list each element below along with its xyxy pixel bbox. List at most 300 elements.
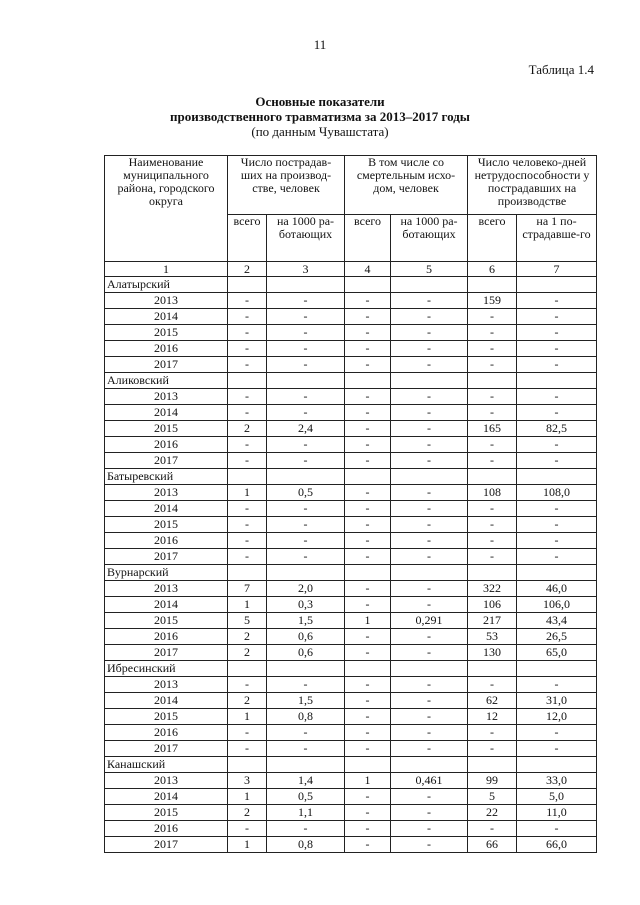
value-cell: - xyxy=(228,437,267,453)
empty-cell xyxy=(517,757,597,773)
value-cell: 99 xyxy=(468,773,517,789)
year-cell: 2016 xyxy=(105,533,228,549)
value-cell: 2,4 xyxy=(267,421,345,437)
year-cell: 2014 xyxy=(105,693,228,709)
value-cell: 0,5 xyxy=(267,485,345,501)
table-title xyxy=(0,94,640,139)
table-row xyxy=(105,597,597,613)
empty-cell xyxy=(267,757,345,773)
region-row xyxy=(105,565,597,581)
header-total: всего xyxy=(228,215,267,262)
value-cell: 1 xyxy=(345,773,391,789)
year-cell: 2014 xyxy=(105,597,228,613)
empty-cell xyxy=(267,661,345,677)
empty-cell xyxy=(267,277,345,293)
value-cell: - xyxy=(468,357,517,373)
value-cell: - xyxy=(345,325,391,341)
region-name: Вурнарский xyxy=(105,565,228,581)
table-row xyxy=(105,485,597,501)
empty-cell xyxy=(345,757,391,773)
value-cell: - xyxy=(468,677,517,693)
value-cell: - xyxy=(391,437,468,453)
region-name: Батыревский xyxy=(105,469,228,485)
value-cell: - xyxy=(468,389,517,405)
value-cell: - xyxy=(517,549,597,565)
value-cell: 43,4 xyxy=(517,613,597,629)
header-days: Число человеко-дней нетрудоспособности у пострадавших на производстве xyxy=(468,156,597,215)
value-cell: - xyxy=(391,805,468,821)
value-cell: - xyxy=(345,357,391,373)
empty-cell xyxy=(391,373,468,389)
empty-cell xyxy=(228,469,267,485)
value-cell: - xyxy=(228,501,267,517)
page-number: 11 xyxy=(313,37,327,52)
empty-cell xyxy=(391,757,468,773)
value-cell: - xyxy=(391,389,468,405)
column-number: 3 xyxy=(267,262,345,277)
value-cell: 62 xyxy=(468,693,517,709)
value-cell: - xyxy=(391,341,468,357)
table-row xyxy=(105,421,597,437)
table-row xyxy=(105,837,597,853)
table-row xyxy=(105,773,597,789)
table-row xyxy=(105,645,597,661)
value-cell: 1 xyxy=(228,709,267,725)
year-cell: 2013 xyxy=(105,773,228,789)
value-cell: - xyxy=(391,821,468,837)
value-cell: 1,5 xyxy=(267,693,345,709)
value-cell: 217 xyxy=(468,613,517,629)
value-cell: 106,0 xyxy=(517,597,597,613)
value-cell: - xyxy=(468,309,517,325)
value-cell: - xyxy=(345,725,391,741)
header-fatal: В том числе со смертельным исхо-дом, человек xyxy=(345,156,468,215)
value-cell: - xyxy=(345,389,391,405)
value-cell: 5,0 xyxy=(517,789,597,805)
value-cell: - xyxy=(345,677,391,693)
value-cell: - xyxy=(228,325,267,341)
value-cell: - xyxy=(391,581,468,597)
value-cell: - xyxy=(517,533,597,549)
value-cell: - xyxy=(468,325,517,341)
year-cell: 2017 xyxy=(105,549,228,565)
column-number: 2 xyxy=(228,262,267,277)
column-number: 1 xyxy=(105,262,228,277)
value-cell: - xyxy=(517,453,597,469)
empty-cell xyxy=(468,373,517,389)
year-cell: 2015 xyxy=(105,517,228,533)
title-line-1: Основные показатели xyxy=(255,94,385,109)
value-cell: - xyxy=(228,405,267,421)
region-row xyxy=(105,373,597,389)
value-cell: - xyxy=(391,629,468,645)
table-row xyxy=(105,437,597,453)
value-cell: - xyxy=(345,709,391,725)
value-cell: - xyxy=(517,293,597,309)
value-cell: 2,0 xyxy=(267,581,345,597)
value-cell: - xyxy=(228,309,267,325)
table-body xyxy=(105,277,597,853)
value-cell: - xyxy=(228,821,267,837)
value-cell: - xyxy=(517,341,597,357)
year-cell: 2016 xyxy=(105,341,228,357)
value-cell: - xyxy=(267,293,345,309)
value-cell: - xyxy=(228,549,267,565)
empty-cell xyxy=(228,565,267,581)
header-total: всего xyxy=(345,215,391,262)
year-cell: 2014 xyxy=(105,789,228,805)
value-cell: - xyxy=(345,485,391,501)
value-cell: 106 xyxy=(468,597,517,613)
value-cell: 66,0 xyxy=(517,837,597,853)
value-cell: - xyxy=(468,821,517,837)
year-cell: 2014 xyxy=(105,501,228,517)
header-name: Наименование муниципального района, городского округа xyxy=(105,156,228,262)
value-cell: 66 xyxy=(468,837,517,853)
value-cell: 2 xyxy=(228,645,267,661)
value-cell: - xyxy=(391,789,468,805)
value-cell: - xyxy=(345,421,391,437)
value-cell: - xyxy=(345,533,391,549)
value-cell: 165 xyxy=(468,421,517,437)
header-per-injured: на 1 по-страдавше-го xyxy=(517,215,597,262)
table-row xyxy=(105,357,597,373)
table-row xyxy=(105,677,597,693)
value-cell: 108,0 xyxy=(517,485,597,501)
empty-cell xyxy=(345,565,391,581)
value-cell: - xyxy=(345,293,391,309)
value-cell: 2 xyxy=(228,693,267,709)
value-cell: - xyxy=(228,517,267,533)
value-cell: - xyxy=(267,517,345,533)
table-row xyxy=(105,453,597,469)
value-cell: - xyxy=(391,837,468,853)
value-cell: - xyxy=(391,709,468,725)
value-cell: - xyxy=(345,341,391,357)
empty-cell xyxy=(228,757,267,773)
value-cell: - xyxy=(391,693,468,709)
year-cell: 2015 xyxy=(105,421,228,437)
value-cell: - xyxy=(468,501,517,517)
value-cell: 12 xyxy=(468,709,517,725)
table-row xyxy=(105,741,597,757)
value-cell: - xyxy=(391,357,468,373)
value-cell: 1,5 xyxy=(267,613,345,629)
value-cell: - xyxy=(517,677,597,693)
value-cell: 1 xyxy=(228,837,267,853)
value-cell: - xyxy=(228,341,267,357)
table-row xyxy=(105,389,597,405)
value-cell: - xyxy=(517,501,597,517)
value-cell: 2 xyxy=(228,421,267,437)
year-cell: 2013 xyxy=(105,293,228,309)
value-cell: 0,8 xyxy=(267,709,345,725)
value-cell: - xyxy=(267,549,345,565)
value-cell: - xyxy=(345,309,391,325)
table-row xyxy=(105,709,597,725)
value-cell: - xyxy=(468,533,517,549)
value-cell: 2 xyxy=(228,805,267,821)
value-cell: 159 xyxy=(468,293,517,309)
year-cell: 2016 xyxy=(105,437,228,453)
empty-cell xyxy=(517,373,597,389)
empty-cell xyxy=(468,277,517,293)
table-row xyxy=(105,805,597,821)
value-cell: 31,0 xyxy=(517,693,597,709)
value-cell: - xyxy=(345,837,391,853)
value-cell: - xyxy=(267,437,345,453)
year-cell: 2015 xyxy=(105,709,228,725)
value-cell: - xyxy=(517,741,597,757)
value-cell: - xyxy=(267,405,345,421)
value-cell: - xyxy=(228,293,267,309)
value-cell: - xyxy=(228,725,267,741)
table-row xyxy=(105,549,597,565)
value-cell: - xyxy=(468,517,517,533)
title-line-2: производственного травматизма за 2013–2017 годы xyxy=(170,109,470,124)
empty-cell xyxy=(468,757,517,773)
value-cell: - xyxy=(517,389,597,405)
value-cell: - xyxy=(267,453,345,469)
column-number: 7 xyxy=(517,262,597,277)
table-row xyxy=(105,725,597,741)
empty-cell xyxy=(391,661,468,677)
year-cell: 2017 xyxy=(105,453,228,469)
value-cell: 0,5 xyxy=(267,789,345,805)
value-cell: - xyxy=(345,741,391,757)
value-cell: - xyxy=(228,533,267,549)
empty-cell xyxy=(517,277,597,293)
value-cell: 1,1 xyxy=(267,805,345,821)
value-cell: 1 xyxy=(345,613,391,629)
year-cell: 2015 xyxy=(105,805,228,821)
value-cell: - xyxy=(345,693,391,709)
value-cell: - xyxy=(391,741,468,757)
table-row xyxy=(105,613,597,629)
value-cell: - xyxy=(517,725,597,741)
value-cell: 7 xyxy=(228,581,267,597)
value-cell: - xyxy=(345,581,391,597)
value-cell: - xyxy=(391,725,468,741)
value-cell: - xyxy=(468,341,517,357)
empty-cell xyxy=(468,661,517,677)
value-cell: - xyxy=(345,517,391,533)
column-number: 4 xyxy=(345,262,391,277)
value-cell: - xyxy=(391,485,468,501)
value-cell: - xyxy=(391,293,468,309)
value-cell: 22 xyxy=(468,805,517,821)
value-cell: 1 xyxy=(228,597,267,613)
region-row xyxy=(105,661,597,677)
empty-cell xyxy=(391,277,468,293)
table-row xyxy=(105,581,597,597)
value-cell: 2 xyxy=(228,629,267,645)
empty-cell xyxy=(391,469,468,485)
year-cell: 2017 xyxy=(105,741,228,757)
value-cell: - xyxy=(391,421,468,437)
empty-cell xyxy=(391,565,468,581)
value-cell: - xyxy=(345,453,391,469)
header-injured: Число пострадав-ших на производ-стве, человек xyxy=(228,156,345,215)
value-cell: - xyxy=(391,517,468,533)
empty-cell xyxy=(468,565,517,581)
year-cell: 2013 xyxy=(105,389,228,405)
year-cell: 2013 xyxy=(105,485,228,501)
year-cell: 2016 xyxy=(105,725,228,741)
value-cell: - xyxy=(345,549,391,565)
year-cell: 2014 xyxy=(105,405,228,421)
value-cell: - xyxy=(391,549,468,565)
table-row xyxy=(105,405,597,421)
value-cell: - xyxy=(267,677,345,693)
value-cell: - xyxy=(391,501,468,517)
value-cell: - xyxy=(517,405,597,421)
value-cell: - xyxy=(517,357,597,373)
year-cell: 2016 xyxy=(105,629,228,645)
value-cell: 1 xyxy=(228,789,267,805)
value-cell: - xyxy=(517,821,597,837)
value-cell: 26,5 xyxy=(517,629,597,645)
empty-cell xyxy=(228,661,267,677)
header-per1000: на 1000 ра-ботающих xyxy=(267,215,345,262)
year-cell: 2013 xyxy=(105,581,228,597)
value-cell: 0,3 xyxy=(267,597,345,613)
empty-cell xyxy=(267,373,345,389)
value-cell: 12,0 xyxy=(517,709,597,725)
year-cell: 2017 xyxy=(105,837,228,853)
table-row xyxy=(105,821,597,837)
empty-cell xyxy=(517,565,597,581)
value-cell: - xyxy=(468,405,517,421)
empty-cell xyxy=(345,373,391,389)
empty-cell xyxy=(468,469,517,485)
table-row xyxy=(105,501,597,517)
empty-cell xyxy=(517,661,597,677)
value-cell: - xyxy=(267,821,345,837)
value-cell: - xyxy=(345,645,391,661)
value-cell: - xyxy=(267,725,345,741)
year-cell: 2014 xyxy=(105,309,228,325)
value-cell: - xyxy=(267,357,345,373)
year-cell: 2016 xyxy=(105,821,228,837)
value-cell: 82,5 xyxy=(517,421,597,437)
value-cell: - xyxy=(391,309,468,325)
value-cell: - xyxy=(267,309,345,325)
value-cell: 53 xyxy=(468,629,517,645)
value-cell: 5 xyxy=(468,789,517,805)
empty-cell xyxy=(345,661,391,677)
value-cell: - xyxy=(391,645,468,661)
value-cell: - xyxy=(345,597,391,613)
value-cell: - xyxy=(517,325,597,341)
value-cell: - xyxy=(228,389,267,405)
value-cell: 0,6 xyxy=(267,645,345,661)
value-cell: - xyxy=(517,517,597,533)
empty-cell xyxy=(267,565,345,581)
value-cell: - xyxy=(345,501,391,517)
table-label: Таблица 1.4 xyxy=(528,62,594,77)
value-cell: - xyxy=(267,325,345,341)
value-cell: - xyxy=(345,629,391,645)
value-cell: 0,8 xyxy=(267,837,345,853)
value-cell: - xyxy=(468,453,517,469)
column-number: 5 xyxy=(391,262,468,277)
value-cell: - xyxy=(267,533,345,549)
value-cell: - xyxy=(391,405,468,421)
value-cell: - xyxy=(468,549,517,565)
value-cell: - xyxy=(391,325,468,341)
value-cell: - xyxy=(228,741,267,757)
table-row xyxy=(105,533,597,549)
table-row xyxy=(105,629,597,645)
year-cell: 2017 xyxy=(105,645,228,661)
table-row xyxy=(105,309,597,325)
value-cell: - xyxy=(391,597,468,613)
value-cell: - xyxy=(267,341,345,357)
value-cell: 33,0 xyxy=(517,773,597,789)
empty-cell xyxy=(345,469,391,485)
table-row xyxy=(105,341,597,357)
header-per1000: на 1000 ра-ботающих xyxy=(391,215,468,262)
region-name: Алатырский xyxy=(105,277,228,293)
value-cell: 108 xyxy=(468,485,517,501)
value-cell: - xyxy=(267,741,345,757)
value-cell: 0,291 xyxy=(391,613,468,629)
region-row xyxy=(105,277,597,293)
value-cell: - xyxy=(228,453,267,469)
header-total: всего xyxy=(468,215,517,262)
table-row xyxy=(105,325,597,341)
value-cell: 130 xyxy=(468,645,517,661)
value-cell: - xyxy=(228,677,267,693)
value-cell: - xyxy=(517,309,597,325)
value-cell: 1,4 xyxy=(267,773,345,789)
value-cell: 322 xyxy=(468,581,517,597)
empty-cell xyxy=(228,277,267,293)
table-row xyxy=(105,693,597,709)
value-cell: - xyxy=(267,389,345,405)
injury-table xyxy=(104,155,597,853)
value-cell: - xyxy=(468,725,517,741)
column-number: 6 xyxy=(468,262,517,277)
title-line-3: (по данным Чувашстата) xyxy=(251,124,389,139)
value-cell: - xyxy=(345,437,391,453)
value-cell: - xyxy=(345,821,391,837)
year-cell: 2013 xyxy=(105,677,228,693)
region-row xyxy=(105,757,597,773)
region-name: Ибресинский xyxy=(105,661,228,677)
table-row xyxy=(105,789,597,805)
empty-cell xyxy=(228,373,267,389)
year-cell: 2015 xyxy=(105,325,228,341)
empty-cell xyxy=(517,469,597,485)
year-cell: 2015 xyxy=(105,613,228,629)
value-cell: 0,6 xyxy=(267,629,345,645)
value-cell: - xyxy=(345,805,391,821)
region-name: Канашский xyxy=(105,757,228,773)
table-row xyxy=(105,293,597,309)
value-cell: 65,0 xyxy=(517,645,597,661)
value-cell: - xyxy=(391,677,468,693)
region-row xyxy=(105,469,597,485)
value-cell: 3 xyxy=(228,773,267,789)
table-row xyxy=(105,517,597,533)
value-cell: - xyxy=(468,437,517,453)
value-cell: 11,0 xyxy=(517,805,597,821)
value-cell: - xyxy=(345,405,391,421)
value-cell: 5 xyxy=(228,613,267,629)
value-cell: - xyxy=(345,789,391,805)
